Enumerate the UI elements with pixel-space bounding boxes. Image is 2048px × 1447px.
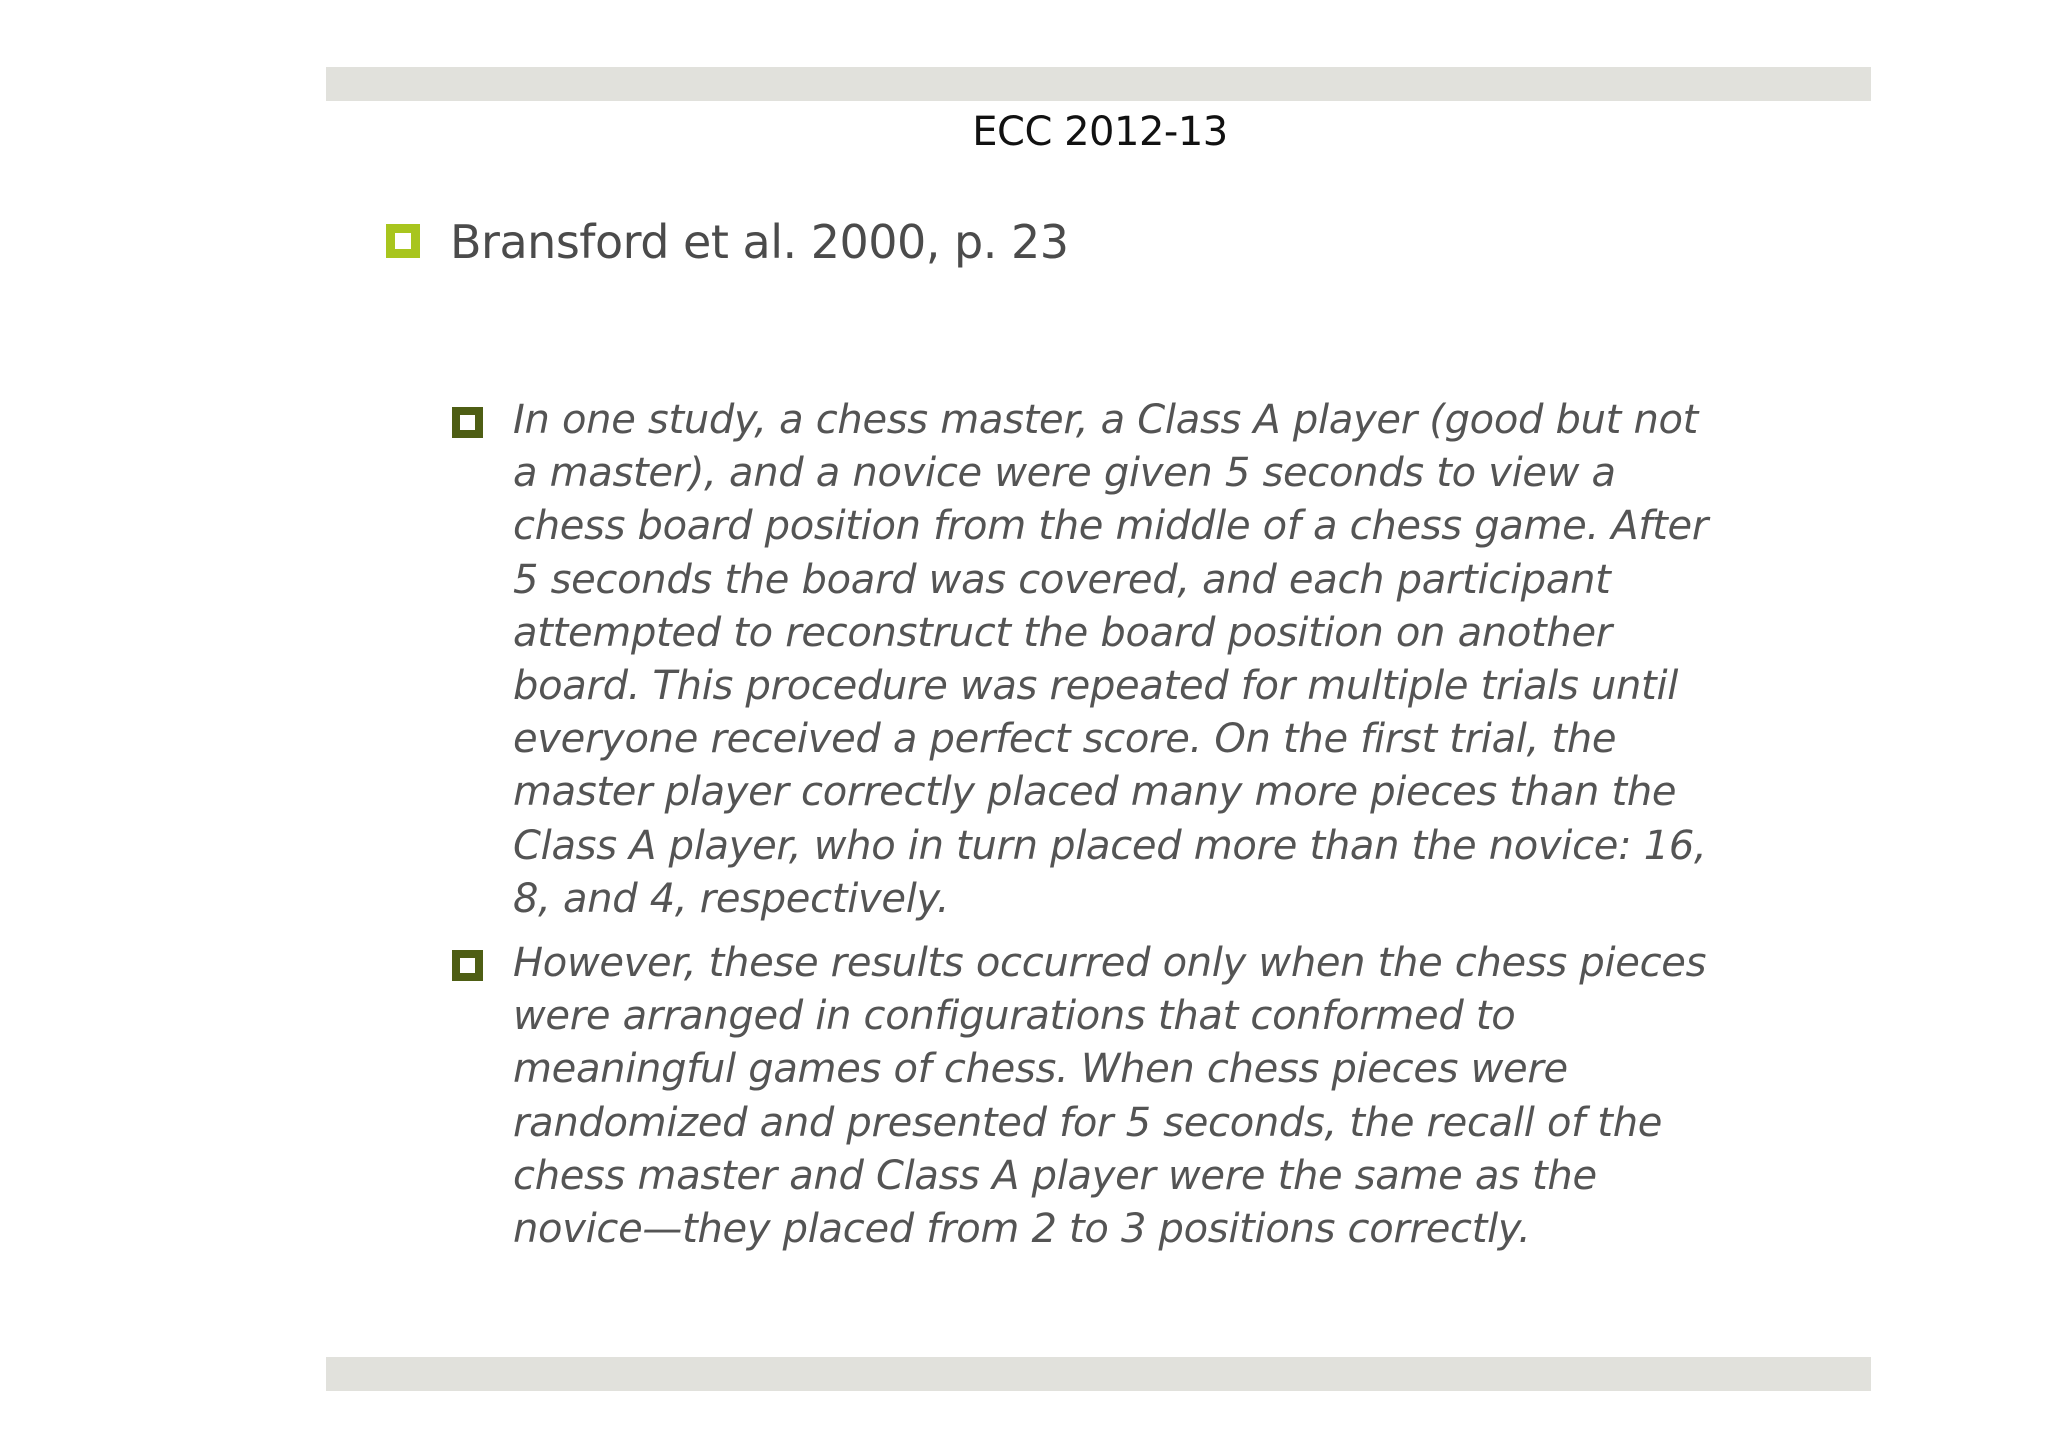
paragraph-chess-study — [513, 394, 1708, 926]
paragraph-line: attempted to reconstruct the board position on another — [513, 609, 1612, 656]
paragraph-line: In one study, a chess master, a Class A player (good but not — [513, 397, 1699, 443]
paragraph-randomized-results — [513, 937, 1706, 1256]
paragraph-line: everyone received a perfect score. On the first trial, the — [513, 716, 1617, 763]
bottom-decorative-bar — [326, 1357, 1871, 1391]
paragraph-line: novice—they placed from 2 to 3 positions correctly. — [513, 1206, 1531, 1253]
slide-header-title: ECC 2012-13 — [972, 109, 1228, 155]
paragraph-line: board. This procedure was repeated for multiple trials until — [513, 663, 1679, 710]
level1-bullet-icon — [386, 224, 420, 258]
paragraph-line: randomized and presented for 5 seconds, the recall of the — [513, 1099, 1663, 1146]
paragraph-line: chess master and Class A player were the same as the — [513, 1152, 1597, 1199]
paragraph-line: a master), and a novice were given 5 seconds to view a — [513, 450, 1616, 497]
paragraph-line: Class A player, who in turn placed more than the novice: 16, — [513, 822, 1707, 869]
paragraph-line: However, these results occurred only when the chess pieces — [513, 940, 1707, 986]
paragraph-line: were arranged in configurations that conformed to — [513, 993, 1516, 1040]
level2-bullet-icon — [452, 407, 483, 438]
paragraph-line: 8, and 4, respectively. — [513, 875, 950, 922]
paragraph-line: master player correctly placed many more pieces than the — [513, 769, 1677, 816]
level1-bullet-text: Bransford et al. 2000, p. 23 — [450, 215, 1069, 269]
paragraph-line: meaningful games of chess. When chess pieces were — [513, 1046, 1568, 1093]
top-decorative-bar — [326, 67, 1871, 101]
paragraph-line: chess board position from the middle of a chess game. After — [513, 503, 1708, 550]
paragraph-line: 5 seconds the board was covered, and each participant — [513, 556, 1611, 603]
level2-bullet-icon — [452, 950, 483, 981]
